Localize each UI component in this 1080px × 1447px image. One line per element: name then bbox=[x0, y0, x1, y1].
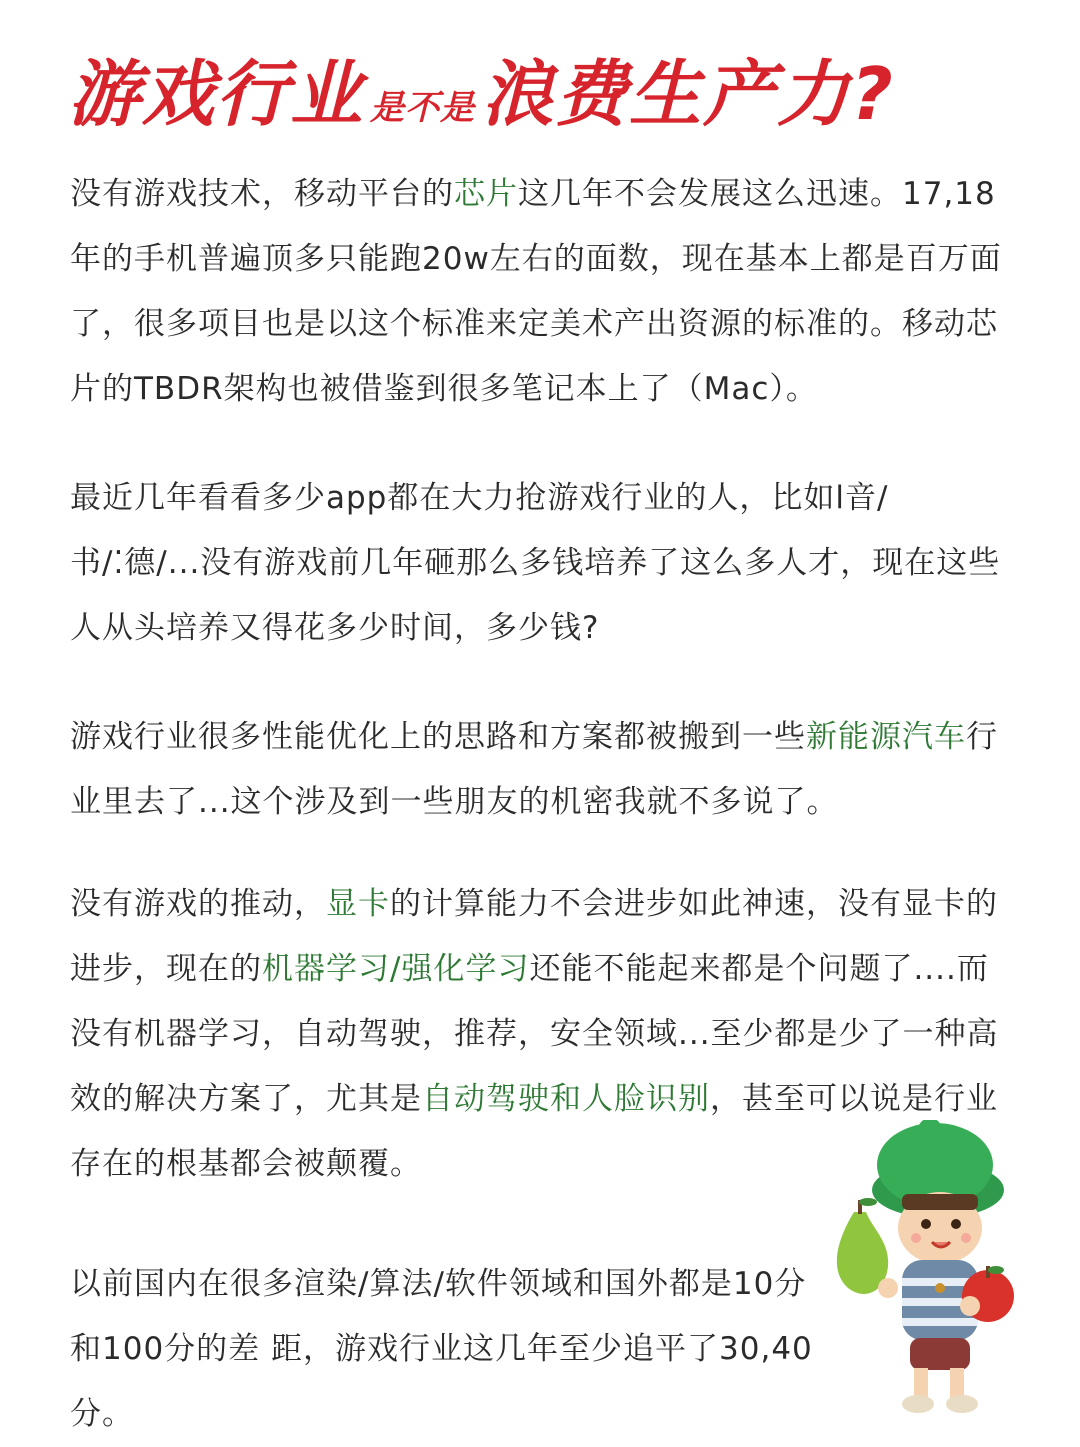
p3-text-1: 游戏行业很多性能优化上的思路和方案都被搬到一些 bbox=[70, 719, 806, 755]
p3-highlight-ev: 新能源汽车 bbox=[806, 719, 966, 755]
page-title bbox=[68, 44, 1028, 144]
hand-left bbox=[878, 1278, 898, 1298]
paragraph-talent bbox=[70, 466, 1010, 661]
title-part-3: 浪费生产力? bbox=[481, 52, 895, 136]
eye-left bbox=[921, 1219, 931, 1229]
leg-left bbox=[914, 1368, 928, 1398]
title-part-1: 游戏行业 bbox=[68, 52, 365, 136]
shoe-right bbox=[946, 1395, 978, 1413]
eye-right bbox=[951, 1219, 961, 1229]
p4-text-2: 的计算能力不会进步如此神速，没有显卡的进步，现在的 bbox=[70, 886, 998, 987]
paragraph-new-energy bbox=[70, 705, 1010, 835]
necklace-pendant bbox=[935, 1283, 945, 1293]
p1-text-2: 这几年不会发展这么迅速。17,18年的手机普遍顶多只能跑20w左右的面数，现在基本上都是百万面了，很多项目也是以这个标准来定美术产出资源的标准的。移动芯片的TBDR架构也被借鉴到很多笔记本上了（Mac）。 bbox=[70, 176, 1002, 407]
p5-line-1: 以前国内在很多渲染/算法/软件领域和国外都是10分 bbox=[70, 1266, 807, 1302]
p1-highlight-chip: 芯片 bbox=[454, 176, 518, 212]
p4-highlight-ml: 机器学习/强化学习 bbox=[262, 951, 530, 987]
sweater-stripe-3 bbox=[902, 1318, 978, 1326]
p4-highlight-autonomous: 自动驾驶和人脸识别 bbox=[422, 1081, 710, 1117]
title-part-2: 是不是 bbox=[370, 88, 476, 128]
p4-highlight-gpu: 显卡 bbox=[326, 886, 390, 922]
p2-line-1: 最近几年看看多少app都在大力抢游戏行业的人，比如l音/ bbox=[70, 480, 889, 516]
paragraph-chips bbox=[70, 162, 1010, 422]
p4-text-4: ，甚至可以说是行业存在的根基都会被颠覆。 bbox=[70, 1081, 998, 1182]
p4-text-3: 还能不能起来都是个问题了....而没有机器学习，自动驾驶，推荐，安全领域...至少都是少了一种高效的解决方案了，尤其是 bbox=[70, 951, 999, 1117]
mouth bbox=[932, 1242, 950, 1247]
pants bbox=[910, 1338, 970, 1370]
hand-right bbox=[960, 1296, 980, 1316]
cheek-left bbox=[911, 1233, 921, 1243]
p2-line-2: 书/⁚德/...没有游戏前几年砸那么多钱培养了这么多人才，现在这些人从头培养又得花多少时间，多少钱? bbox=[70, 545, 1001, 646]
hair-fringe bbox=[902, 1194, 978, 1210]
cheek-right bbox=[961, 1233, 971, 1243]
p5-line-2: 和100分的差 距，游戏行业这几年至少追平了30,40分。 bbox=[70, 1331, 813, 1432]
leg-right bbox=[950, 1368, 964, 1398]
p1-text-1: 没有游戏技术，移动平台的 bbox=[70, 176, 454, 212]
shoe-left bbox=[902, 1395, 934, 1413]
p4-text-1: 没有游戏的推动， bbox=[70, 886, 326, 922]
paragraph-gap bbox=[70, 1252, 860, 1447]
p3-text-2: 行业里去了...这个涉及到一些朋友的机密我就不多说了。 bbox=[70, 719, 998, 820]
character-illustration bbox=[820, 1120, 1020, 1420]
